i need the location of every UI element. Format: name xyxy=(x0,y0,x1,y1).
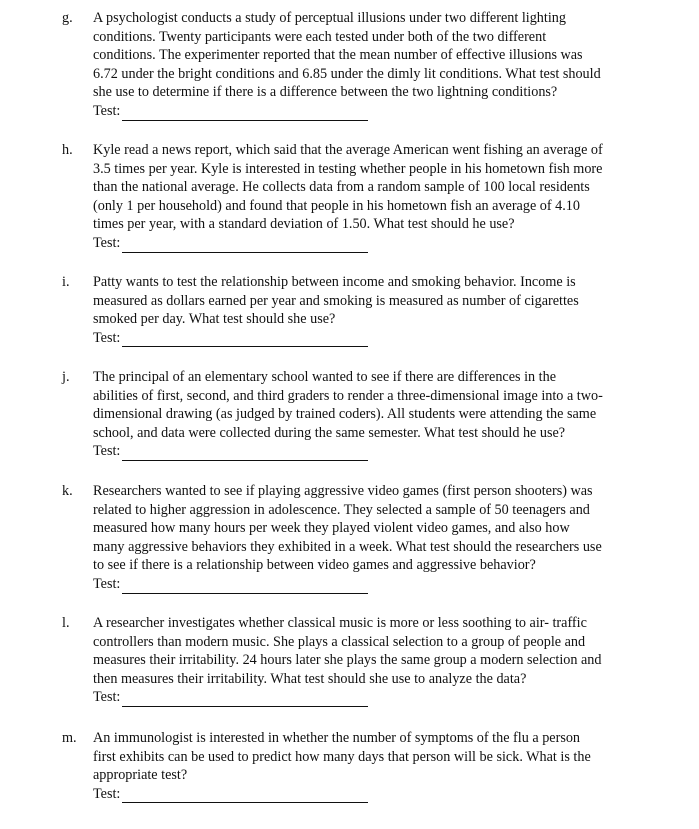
question-letter: j. xyxy=(62,369,70,385)
question-line: conditions. Twenty participants were each tested under both of the two different xyxy=(93,28,547,45)
question-line: measured how many hours per week they played violent video games, and also how xyxy=(93,520,570,537)
question-body xyxy=(93,729,653,803)
answer-blank[interactable] xyxy=(122,693,368,707)
question-line: conditions. The experimenter reported that the mean number of effective illusions was xyxy=(93,47,583,64)
question-letter: h. xyxy=(62,142,73,158)
question-line: then measures their irritability. What test should she use to analyze the data? xyxy=(93,670,527,687)
question-line: first exhibits can be used to predict how many days that person will be sick. What is the xyxy=(93,748,591,765)
question-body xyxy=(93,273,653,347)
answer-blank[interactable] xyxy=(122,239,368,253)
answer-row xyxy=(93,234,653,253)
question-line: (only 1 per household) and found that people in his hometown fish an average of 4.10 xyxy=(93,197,580,214)
answer-row xyxy=(93,575,653,594)
question-line: measured as dollars earned per year and smoking is measured as number of cigarettes xyxy=(93,292,579,309)
question-body xyxy=(93,368,653,461)
question-line: A psychologist conducts a study of perceptual illusions under two different lighting xyxy=(93,10,566,26)
question-line: An immunologist is interested in whether the number of symptoms of the flu a person xyxy=(93,730,581,746)
answer-row xyxy=(93,785,653,804)
question-body xyxy=(93,614,653,707)
question-line: Patty wants to test the relationship between income and smoking behavior. Income is xyxy=(93,274,576,290)
question-body xyxy=(93,482,653,594)
question-line: 3.5 times per year. Kyle is interested in testing whether people in his hometown fish more xyxy=(93,160,603,177)
question-line: Kyle read a news report, which said that the average American went fishing an average of xyxy=(93,142,603,158)
question-letter: m. xyxy=(62,730,77,746)
question-letter: k. xyxy=(62,483,73,499)
answer-label: Test: xyxy=(93,689,121,706)
answer-label: Test: xyxy=(93,575,121,592)
question-line: smoked per day. What test should she use? xyxy=(93,311,336,328)
question-line: The principal of an elementary school wanted to see if there are differences in the xyxy=(93,369,556,385)
answer-blank[interactable] xyxy=(122,447,368,461)
answer-blank[interactable] xyxy=(122,789,368,803)
question-line: to see if there is a relationship between video games and aggressive behavior? xyxy=(93,557,536,574)
question-body xyxy=(93,9,653,121)
answer-row xyxy=(93,102,653,121)
answer-blank[interactable] xyxy=(122,580,368,594)
question-line: she use to determine if there is a difference between the two lightning conditions? xyxy=(93,84,558,101)
question-line: dimensional drawing (as judged by trained coders). All students were attending the same xyxy=(93,406,597,423)
answer-blank[interactable] xyxy=(122,107,368,121)
question-line: 6.72 under the bright conditions and 6.85 under the dimly lit conditions. What test should xyxy=(93,65,601,82)
answer-label: Test: xyxy=(93,785,121,802)
answer-blank[interactable] xyxy=(122,333,368,347)
answer-row xyxy=(93,442,653,461)
question-line: abilities of first, second, and third graders to render a three-dimensional image into a two- xyxy=(93,387,603,404)
answer-row xyxy=(93,329,653,348)
question-line: than the national average. He collects data from a random sample of 100 local residents xyxy=(93,179,590,196)
question-letter: l. xyxy=(62,615,70,631)
question-line: A researcher investigates whether classical music is more or less soothing to air- traffic xyxy=(93,615,587,631)
answer-label: Test: xyxy=(93,443,121,460)
question-line: times per year, with a standard deviation of 1.50. What test should he use? xyxy=(93,216,515,233)
question-line: many aggressive behaviors they exhibited in a week. What test should the researchers use xyxy=(93,538,602,555)
question-letter: g. xyxy=(62,10,73,26)
question-line: appropriate test? xyxy=(93,767,188,784)
answer-row xyxy=(93,688,653,707)
answer-label: Test: xyxy=(93,102,121,119)
question-line: related to higher aggression in adolescence. They selected a sample of 50 teenagers and xyxy=(93,501,590,518)
question-body xyxy=(93,141,653,253)
answer-label: Test: xyxy=(93,234,121,251)
answer-label: Test: xyxy=(93,329,121,346)
question-line: measures their irritability. 24 hours later she plays the same group a modern selection and xyxy=(93,652,602,669)
question-line: school, and data were collected during the same semester. What test should he use? xyxy=(93,424,566,441)
question-line: Researchers wanted to see if playing aggressive video games (first person shooters) was xyxy=(93,483,593,499)
question-letter: i. xyxy=(62,274,70,290)
question-line: controllers than modern music. She plays a classical selection to a group of people and xyxy=(93,633,586,650)
